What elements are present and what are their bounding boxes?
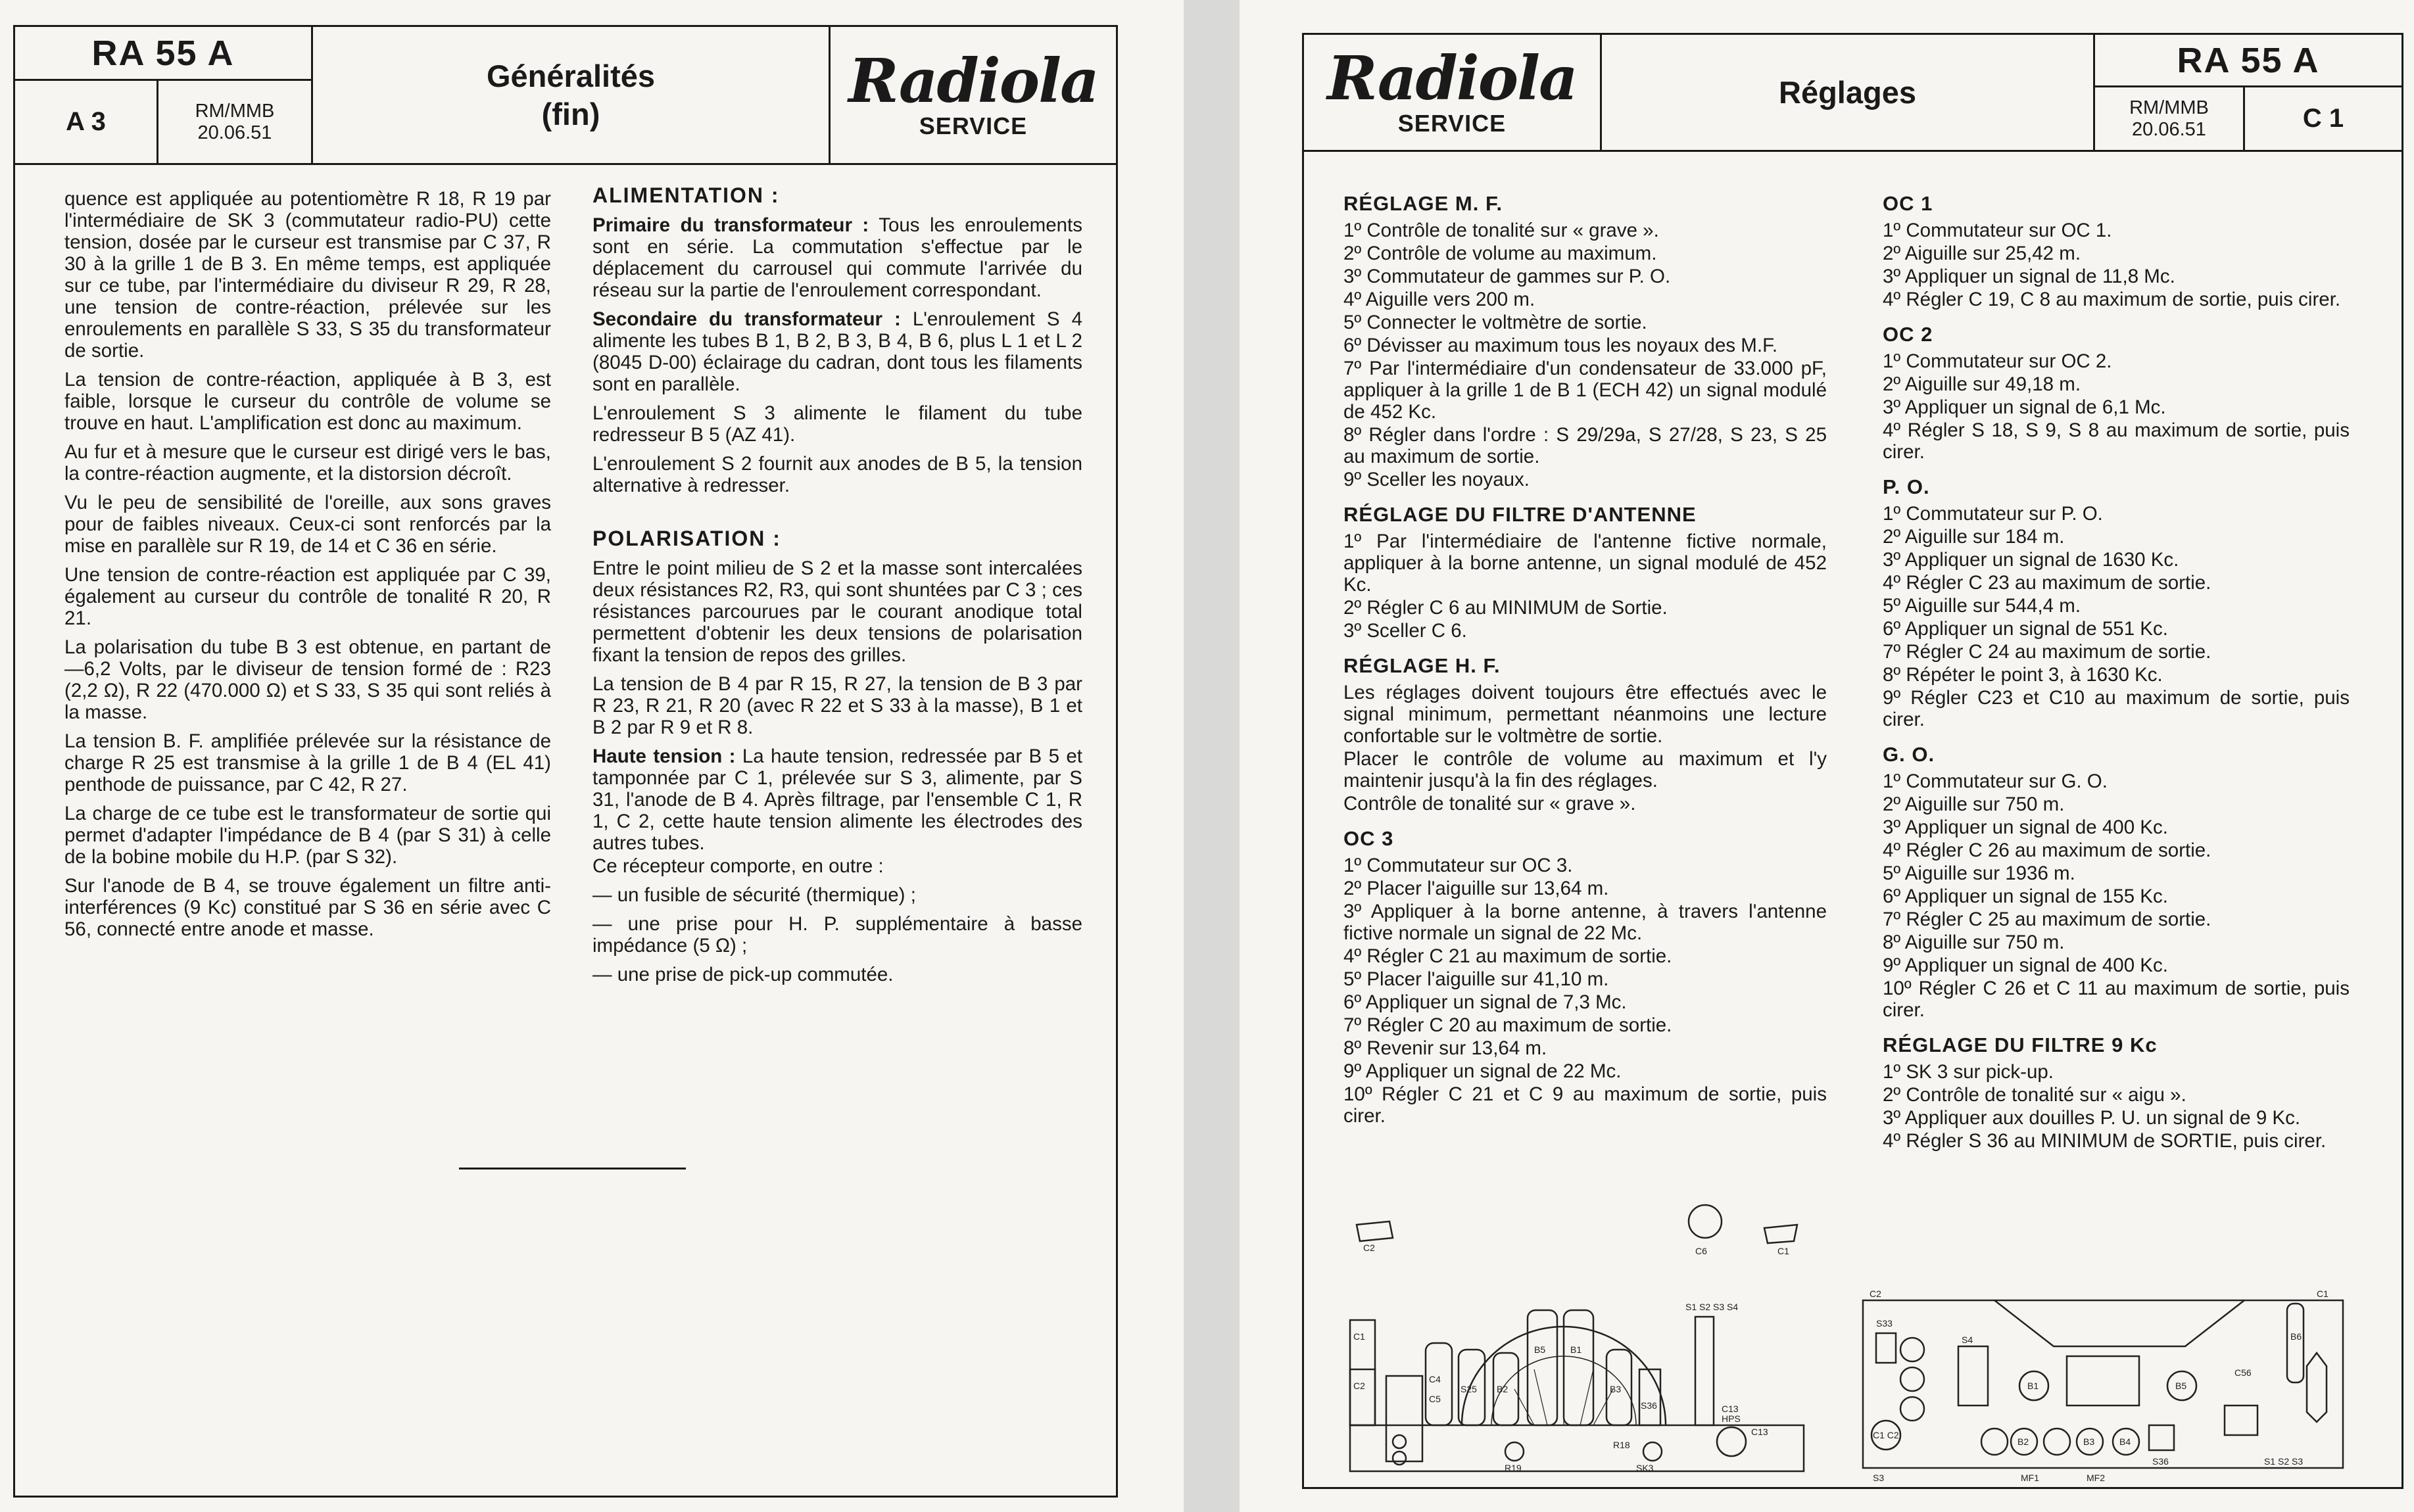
lead-primary: Primaire du transformateur : bbox=[592, 214, 869, 236]
step: 8º Répéter le point 3, à 1630 Kc. bbox=[1883, 664, 2163, 686]
paragraph: La tension de B 4 par R 15, R 27, la tension de B 3 par R 23, R 21, R 20 (avec R 22 et S 33 à la masse), B 1 et B 2 par R 9 et R 8. bbox=[592, 673, 1082, 738]
paragraph: La polarisation du tube B 3 est obtenue, en partant de —6,2 Volts, par le diviseur de tension formé de : R23 (2,2 Ω), R 22 (470.000 Ω) et S 33, S 35 qui sont reliés à la masse. bbox=[64, 636, 551, 723]
diagram-label: C2 bbox=[1870, 1288, 1881, 1299]
diagram-label: B5 bbox=[2175, 1381, 2187, 1391]
page-subtitle: (fin) bbox=[541, 96, 600, 131]
step: 1º Commutateur sur P. O. bbox=[1883, 503, 2103, 525]
list-item: — un fusible de sécurité (thermique) ; bbox=[592, 884, 916, 906]
diagram-label: MF2 bbox=[2087, 1473, 2105, 1483]
section-heading-oc3: OC 3 bbox=[1343, 827, 1394, 850]
step: 2º Aiguille sur 184 m. bbox=[1883, 526, 2065, 548]
diagram-label: C2 bbox=[1363, 1242, 1375, 1253]
component-block bbox=[1386, 1376, 1422, 1461]
diagram-label: S4 bbox=[1962, 1335, 1973, 1345]
chassis-base bbox=[1350, 1425, 1804, 1471]
diagram-label: MF1 bbox=[2021, 1473, 2039, 1483]
header-id-block bbox=[2093, 35, 2402, 150]
list-item: — une prise de pick-up commutée. bbox=[592, 964, 894, 985]
fuse bbox=[2307, 1353, 2327, 1422]
step: 7º Par l'intermédiaire d'un condensateur de 33.000 pF, appliquer à la grille 1 de B 1 (ECH 42) un signal modulé de 452 Kc. bbox=[1343, 358, 1827, 423]
step: 2º Placer l'aiguille sur 13,64 m. bbox=[1343, 878, 1609, 899]
page-header bbox=[15, 27, 1116, 165]
paragraph: Sur l'anode de B 4, se trouve également un filtre anti-interférences (9 Kc) constitué par S 36 en série avec C 56, connecté entre anode et masse. bbox=[64, 875, 551, 940]
step: 4º Aiguille vers 200 m. bbox=[1343, 289, 1535, 310]
reference-code: RM/MMB bbox=[2129, 97, 2209, 118]
step: 4º Régler C 26 au maximum de sortie. bbox=[1883, 839, 2211, 861]
step: 4º Régler S 36 au MINIMUM de SORTIE, puis cirer. bbox=[1883, 1130, 2327, 1152]
trimmer-c2 bbox=[1357, 1221, 1393, 1241]
paragraph: La charge de ce tube est le transformateur de sortie qui permet d'adapter l'impédance de B 4 (par S 31) à celle de la bobine mobile du H.P. (par S 32). bbox=[64, 803, 551, 868]
section-heading-alimentation: ALIMENTATION : bbox=[592, 183, 780, 207]
step: 6º Dévisser au maximum tous les noyaux des M.F. bbox=[1343, 335, 1778, 356]
step: 4º Régler C 23 au maximum de sortie. bbox=[1883, 572, 2211, 594]
sheet-number: C 1 bbox=[2302, 104, 2344, 133]
step: 9º Régler C23 et C10 au maximum de sortie, puis cirer. bbox=[1883, 687, 2350, 730]
paragraph: Tous les enroulements sont en série. La commutation s'effectue par le déplacement du carrousel qui commute l'arrivée du réseau sur la partie de l'enroulement correspondant. bbox=[592, 214, 1082, 301]
diagram-label: C1 bbox=[2317, 1288, 2329, 1299]
model-number: RA 55 A bbox=[91, 33, 235, 73]
header-title-block bbox=[1602, 35, 2093, 150]
diagram-label: S1 S2 S3 S4 bbox=[1685, 1302, 1739, 1312]
diagram-label: S36 bbox=[2152, 1456, 2169, 1467]
step: 10º Régler C 21 et C 9 au maximum de sortie, puis cirer. bbox=[1343, 1083, 1827, 1127]
service-label: SERVICE bbox=[919, 112, 1028, 139]
step: 3º Appliquer un signal de 11,8 Mc. bbox=[1883, 266, 2175, 287]
diagram-label: S25 bbox=[1460, 1384, 1477, 1394]
step: 1º Commutateur sur OC 2. bbox=[1883, 350, 2112, 372]
diagram-label: S36 bbox=[1641, 1400, 1657, 1411]
paragraph: Une tension de contre-réaction est appliquée par C 39, également au curseur du contrôle de tonalité R 20, R 21. bbox=[64, 564, 551, 629]
lead-haute-tension: Haute tension : bbox=[592, 745, 736, 767]
step: 7º Régler C 20 au maximum de sortie. bbox=[1343, 1014, 1672, 1036]
section-heading-oc2: OC 2 bbox=[1883, 323, 1933, 346]
page-title: Généralités bbox=[486, 58, 656, 93]
header-title-block bbox=[313, 27, 829, 163]
trimmer-c1 bbox=[1764, 1225, 1797, 1243]
section-heading-oc1: OC 1 bbox=[1883, 192, 1933, 215]
model-number: RA 55 A bbox=[2177, 40, 2320, 80]
speaker-frame bbox=[1994, 1300, 2244, 1346]
step: 6º Appliquer un signal de 551 Kc. bbox=[1883, 618, 2168, 640]
paragraph: Placer le contrôle de volume au maximum et l'y maintenir jusqu'à la fin des réglages. bbox=[1343, 748, 1827, 791]
diagram-label: B3 bbox=[1610, 1384, 1622, 1394]
step: 1º SK 3 sur pick-up. bbox=[1883, 1061, 2054, 1083]
step: 5º Aiguille sur 1936 m. bbox=[1883, 862, 2075, 884]
diagram-label: C1 C2 bbox=[1873, 1430, 1899, 1440]
potentiometer-r18 bbox=[1643, 1442, 1662, 1461]
chassis-top-diagram bbox=[1856, 1274, 2382, 1484]
step: 3º Appliquer aux douilles P. U. un signal de 9 Kc. bbox=[1883, 1107, 2301, 1129]
step: 3º Appliquer à la borne antenne, à travers l'antenne fictive normale un signal de 22 Mc. bbox=[1343, 901, 1827, 944]
page-frame bbox=[13, 25, 1118, 1498]
paragraph: La haute tension, redressée par B 5 et tamponnée par C 1, prélevée sur S 3, alimente, par S 31, l'anode de B 4. Après filtrage, par l'ensemble C 1, R 1, C 2, cette haute tension alimente les électrodes des autres tubes. bbox=[592, 745, 1082, 854]
lead-secondary: Secondaire du transformateur : bbox=[592, 308, 901, 330]
section-heading-mf: RÉGLAGE M. F. bbox=[1343, 192, 1503, 215]
section-heading-filtre-9kc: RÉGLAGE DU FILTRE 9 Kc bbox=[1883, 1033, 2158, 1056]
paragraph: L'enroulement S 2 fournit aux anodes de B 5, la tension alternative à redresser. bbox=[592, 453, 1082, 496]
transformer-s1-s4 bbox=[1695, 1317, 1714, 1425]
step: 6º Appliquer un signal de 7,3 Mc. bbox=[1343, 991, 1627, 1013]
coil-s36 bbox=[1639, 1369, 1660, 1425]
header-logo-block bbox=[1304, 35, 1602, 150]
coil-s36-top bbox=[2149, 1425, 2174, 1450]
section-heading-antenne: RÉGLAGE DU FILTRE D'ANTENNE bbox=[1343, 503, 1697, 526]
step: 3º Commutateur de gammes sur P. O. bbox=[1343, 266, 1671, 287]
diagram-label: C13 bbox=[1722, 1404, 1739, 1414]
diagram-label: B4 bbox=[2119, 1436, 2131, 1447]
diagram-label: S3 bbox=[1873, 1473, 1885, 1483]
step: 9º Appliquer un signal de 400 Kc. bbox=[1883, 955, 2168, 976]
step: 3º Appliquer un signal de 400 Kc. bbox=[1883, 816, 2168, 838]
page-frame bbox=[1302, 33, 2403, 1489]
step: 7º Régler C 24 au maximum de sortie. bbox=[1883, 641, 2211, 663]
diagram-label: HPS bbox=[1722, 1413, 1741, 1424]
step: 3º Appliquer un signal de 1630 Kc. bbox=[1883, 549, 2179, 571]
step: 2º Contrôle de volume au maximum. bbox=[1343, 243, 1657, 264]
step: 7º Régler C 25 au maximum de sortie. bbox=[1883, 909, 2211, 930]
section-heading-po: P. O. bbox=[1883, 475, 1930, 498]
diagram-label: C5 bbox=[1429, 1394, 1441, 1404]
step: 4º Régler C 19, C 8 au maximum de sortie, puis cirer. bbox=[1883, 289, 2341, 310]
connector-hps bbox=[1717, 1427, 1746, 1456]
diagram-label: SK3 bbox=[1636, 1463, 1654, 1473]
step: 1º Contrôle de tonalité sur « grave ». bbox=[1343, 220, 1659, 241]
paragraph: Contrôle de tonalité sur « grave ». bbox=[1343, 793, 1636, 815]
diagram-label: B5 bbox=[1534, 1344, 1546, 1355]
speaker-magnet bbox=[2067, 1356, 2139, 1406]
diagram-label: C1 bbox=[1353, 1331, 1365, 1342]
page-title: Réglages bbox=[1779, 74, 1916, 110]
step: 3º Appliquer un signal de 6,1 Mc. bbox=[1883, 396, 2166, 418]
step: 2º Régler C 6 au MINIMUM de Sortie. bbox=[1343, 597, 1668, 619]
switch-c6 bbox=[1689, 1205, 1722, 1238]
paragraph: L'enroulement S 4 alimente les tubes B 1, B 2, B 3, B 4, B 6, plus L 1 et L 2 (8045 D-00) éclairage du cadran, dont tous les filaments sont en parallèle. bbox=[592, 308, 1082, 395]
paragraph: Ce récepteur comporte, en outre : bbox=[592, 855, 884, 877]
section-heading-hf: RÉGLAGE H. F. bbox=[1343, 654, 1501, 677]
paragraph: Vu le peu de sensibilité de l'oreille, aux sons graves pour de faibles niveaux. Ceux-ci sont renforcés par la mise en parallèle sur R 19, de 14 et C 36 en série. bbox=[64, 492, 551, 557]
reference-code: RM/MMB bbox=[195, 100, 275, 122]
diagram-label: B2 bbox=[2017, 1436, 2029, 1447]
step: 2º Aiguille sur 49,18 m. bbox=[1883, 373, 2081, 395]
step: 2º Contrôle de tonalité sur « aigu ». bbox=[1883, 1084, 2186, 1106]
diagram-label: B2 bbox=[1497, 1384, 1509, 1394]
tube-b6-top bbox=[2287, 1304, 2304, 1382]
step: 4º Régler S 18, S 9, S 8 au maximum de sortie, puis cirer. bbox=[1883, 419, 2350, 463]
issue-date: 20.06.51 bbox=[2132, 118, 2206, 140]
diagram-label: S1 S2 S3 bbox=[2264, 1456, 2304, 1467]
diagram-label: C56 bbox=[2234, 1367, 2252, 1378]
step: 1º Commutateur sur OC 3. bbox=[1343, 855, 1573, 876]
section-heading-polarisation: POLARISATION : bbox=[592, 527, 781, 550]
text-column-1 bbox=[1343, 193, 1827, 1128]
step: 8º Revenir sur 13,64 m. bbox=[1343, 1037, 1547, 1059]
diagram-label: B1 bbox=[1570, 1344, 1582, 1355]
paragraph: La tension B. F. amplifiée prélevée sur la résistance de charge R 25 est transmise à la grille 1 de B 4 (EL 41) penthode de puissance, par C 42, R 27. bbox=[64, 730, 551, 795]
step: 9º Sceller les noyaux. bbox=[1343, 469, 1530, 490]
radiola-logo: Radiola bbox=[848, 45, 1098, 116]
paragraph: quence est appliquée au potentiomètre R 18, R 19 par l'intermédiaire de SK 3 (commutateur radio-PU) cette tension, dosée par le curseur est transmise par C 37, R 30 à la grille 1 de B 3. En même temps, est appliquée sur ce tube, par l'intermédiaire du diviseur R 29, R 28, une tension de contre-réaction, prélevée sur les enroulements en parallèle S 33, S 35 du transformateur de sortie. bbox=[64, 188, 551, 362]
paragraph: Entre le point milieu de S 2 et la masse sont intercalées deux résistances R2, R3, qui sont shuntées par C 3 ; ces résistances parcourues par le courant anodique total permettent d'obtenir les deux tensions de polarisation fixant la tension de repos des grilles. bbox=[592, 557, 1082, 666]
header-id-block bbox=[15, 27, 313, 163]
diagram-label: R19 bbox=[1505, 1463, 1522, 1473]
page-left-generalites bbox=[0, 0, 1184, 1512]
step: 9º Appliquer un signal de 22 Mc. bbox=[1343, 1060, 1622, 1082]
chassis-front-diagram bbox=[1337, 1192, 1810, 1475]
text-column-1 bbox=[64, 188, 551, 947]
issue-date: 20.06.51 bbox=[197, 122, 272, 143]
paragraph: La tension de contre-réaction, appliquée à B 3, est faible, lorsque le curseur du contrôle de volume se trouve en haut. L'amplification est donc au maximum. bbox=[64, 369, 551, 434]
header-logo-block bbox=[829, 27, 1116, 163]
diagram-label: B1 bbox=[2027, 1381, 2039, 1391]
step: 8º Régler dans l'ordre : S 29/29a, S 27/28, S 23, S 25 au maximum de sortie. bbox=[1343, 424, 1827, 467]
paragraph: L'enroulement S 3 alimente le filament du tube redresseur B 5 (AZ 41). bbox=[592, 402, 1082, 446]
text-column-2 bbox=[592, 185, 1082, 993]
section-heading-go: G. O. bbox=[1883, 743, 1935, 766]
step: 1º Commutateur sur G. O. bbox=[1883, 770, 2108, 792]
text-column-2 bbox=[1883, 193, 2350, 1153]
step: 5º Placer l'aiguille sur 41,10 m. bbox=[1343, 968, 1609, 990]
service-label: SERVICE bbox=[1397, 109, 1507, 137]
step: 4º Régler C 21 au maximum de sortie. bbox=[1343, 945, 1672, 967]
diagram-label: B6 bbox=[2290, 1331, 2302, 1342]
end-rule bbox=[459, 1168, 686, 1169]
diagram-label: R18 bbox=[1613, 1440, 1630, 1450]
step: 3º Sceller C 6. bbox=[1343, 620, 1467, 642]
paragraph: Les réglages doivent toujours être effectués avec le signal minimum, permettant néanmoins une lecture confortable sur le voltmètre de sortie. bbox=[1343, 682, 1827, 747]
diagram-label: C6 bbox=[1695, 1246, 1707, 1256]
step: 1º Par l'intermédiaire de l'antenne fictive normale, appliquer à la borne antenne, un signal modulé de 452 Kc. bbox=[1343, 531, 1827, 596]
step: 6º Appliquer un signal de 155 Kc. bbox=[1883, 886, 2168, 907]
step: 5º Aiguille sur 544,4 m. bbox=[1883, 595, 2081, 617]
step: 1º Commutateur sur OC 1. bbox=[1883, 220, 2112, 241]
page-right-reglages bbox=[1240, 0, 2414, 1512]
potentiometer-r19 bbox=[1505, 1442, 1524, 1461]
page-header bbox=[1304, 35, 2402, 152]
step: 8º Aiguille sur 750 m. bbox=[1883, 932, 2065, 953]
diagram-label: C2 bbox=[1353, 1381, 1365, 1391]
diagram-label: C1 bbox=[1777, 1246, 1789, 1256]
list-item: — une prise pour H. P. supplémentaire à basse impédance (5 Ω) ; bbox=[592, 913, 1082, 957]
step: 10º Régler C 26 et C 11 au maximum de sortie, puis cirer. bbox=[1883, 978, 2350, 1021]
diagram-label: B3 bbox=[2083, 1436, 2095, 1447]
step: 2º Aiguille sur 750 m. bbox=[1883, 793, 2065, 815]
transformer-s4 bbox=[1958, 1346, 1988, 1406]
diagram-label: C13 bbox=[1751, 1427, 1768, 1437]
step: 5º Connecter le voltmètre de sortie. bbox=[1343, 312, 1647, 333]
paragraph: Au fur et à mesure que le curseur est dirigé vers le bas, la contre-réaction augmente, et la distorsion décroît. bbox=[64, 441, 551, 484]
sheet-number: A 3 bbox=[66, 107, 106, 136]
diagram-label: C4 bbox=[1429, 1374, 1441, 1384]
diagram-label: S33 bbox=[1876, 1318, 1893, 1329]
radiola-logo: Radiola bbox=[1327, 42, 1577, 114]
step: 2º Aiguille sur 25,42 m. bbox=[1883, 243, 2081, 264]
